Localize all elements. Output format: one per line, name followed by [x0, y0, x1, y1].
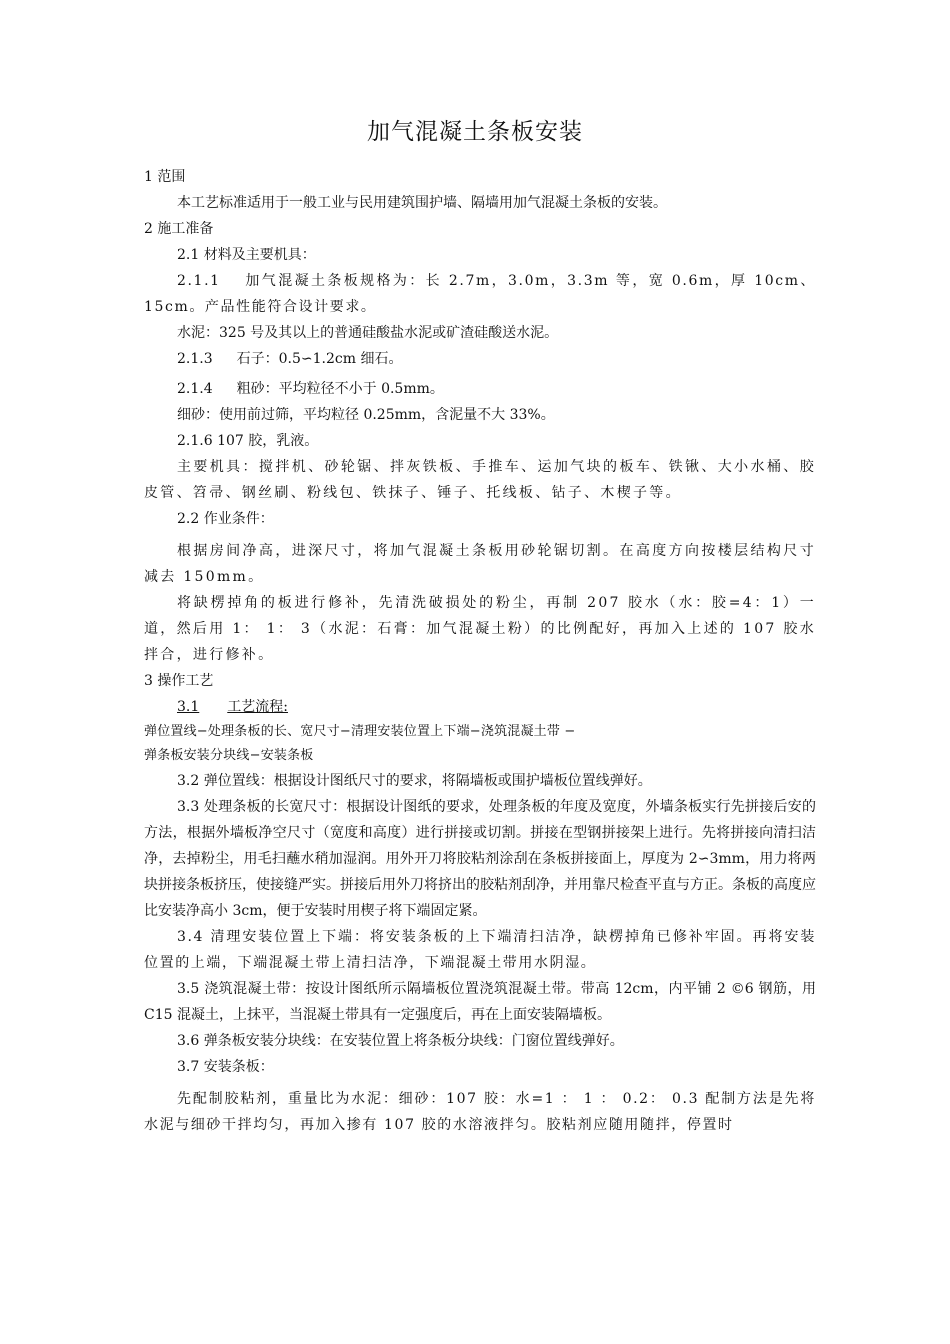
item-3-2: 3.2 弹位置线：根据设计图纸尺寸的要求，将隔墙板或围护墙板位置线弹好。: [177, 773, 652, 789]
section-1-text: 本工艺标准适用于一般工业与民用建筑围护墙、隔墙用加气混凝土条板的安装。: [177, 195, 667, 211]
item-2-1-5: 细砂：使用前过筛，平均粒径 0.25mm，含泥量不大 33%。: [177, 407, 555, 423]
item-3-5: 3.5 浇筑混凝土带：按设计图纸所示隔墙板位置浇筑混凝土带。带高 12cm，内平铺 2 ©6 钢筋，用 C15 混凝土，上抹平，当混凝土带具有一定强度后，再在上面安装隔墙板。: [144, 981, 816, 1023]
section-2-1-heading: 2.1 材料及主要机具：: [177, 247, 316, 263]
item-2-1-3-number: 2.1.3: [177, 351, 213, 367]
item-3-3: 3.3 处理条板的长宽尺寸：根据设计图纸的要求，处理条板的年度及宽度，外墙条板实行先拼接后安的方法，根据外墙板净空尺寸（宽度和高度）进行拼接或切割。拼接在型钢拼接架上进行。先将拼接向清扫洁净，去掉粉尘，用毛扫蘸水稍加湿润。用外开刀将胶粘剂涂刮在条板拼接面上，厚度为 2∽3mm，用力将两块拼接条板挤压，使接缝严实。拼接后用外刀将挤出的胶粘剂刮净，并用靠尺检查平直与方正。条板的高度应比安装净高小 3cm，便于安装时用楔子将下端固定紧。: [144, 799, 816, 919]
document-body: [144, 164, 816, 1138]
item-3-7: 3.7 安装条板：: [177, 1059, 274, 1075]
item-2-1-3: [144, 346, 816, 372]
section-3-heading: 3 操作工艺: [144, 673, 214, 689]
section-2-heading: 2 施工准备: [144, 221, 214, 237]
section-2-2-heading: 2.2 作业条件：: [177, 511, 274, 527]
section-1-heading: 1 范围: [144, 169, 186, 185]
process-flow-line-1: 弹位置线−处理条板的长、宽尺寸−清理安装位置上下端−浇筑混凝土带 −: [144, 724, 576, 739]
item-2-2-para-2: 将缺楞掉角的板进行修补，先清洗破损处的粉尘，再制 207 胶水（水：胶=4：1）一道，然后用 1： 1： 3（水泥：石膏：加气混凝土粉）的比例配好，再加入上述的 107 胶水拌合，进行修补。: [144, 595, 816, 663]
section-3-1-heading: [144, 694, 816, 720]
item-2-1-2: 水泥：325 号及其以上的普通硅酸盐水泥或矿渣硅酸送水泥。: [177, 325, 559, 341]
item-2-1-4: [144, 376, 816, 402]
section-3-1-title: 工艺流程:: [227, 699, 288, 715]
item-3-6: 3.6 弹条板安装分块线：在安装位置上将条板分块线：门窗位置线弹好。: [177, 1033, 624, 1049]
item-2-1-1: [144, 268, 816, 320]
item-2-2-para-1: 根据房间净高，进深尺寸，将加气混凝土条板用砂轮锯切割。在高度方向按楼层结构尺寸减去 150mm。: [144, 543, 816, 585]
item-2-1-3-text: 石子：0.5∽1.2cm 细石。: [236, 351, 403, 367]
item-2-1-6: 2.1.6 107 胶，乳液。: [177, 433, 319, 449]
section-3-1-number: 3.1: [177, 699, 200, 715]
item-3-4: 3.4 清理安装位置上下端：将安装条板的上下端清扫洁净，缺楞掉角已修补牢固。再将安装位置的上端，下端混凝土带上清扫洁净，下端混凝土带用水阴湿。: [144, 929, 816, 971]
item-2-1-4-number: 2.1.4: [177, 381, 213, 397]
process-flow-line-2: 弹条板安装分块线−安装条板: [144, 748, 314, 763]
item-2-1-1-text: 加气混凝土条板规格为：长 2.7m，3.0m，3.3m 等，宽 0.6m，厚 10cm、15cm。产品性能符合设计要求。: [144, 273, 816, 315]
item-2-1-tools: 主要机具：搅拌机、砂轮锯、拌灰铁板、手推车、运加气块的板车、铁锹、大小水桶、胶皮管、笤帚、钢丝刷、粉线包、铁抹子、锤子、托线板、钻子、木楔子等。: [144, 459, 816, 501]
item-3-7-para-1: 先配制胶粘剂，重量比为水泥：细砂：107 胶：水=1 ： 1 ： 0.2： 0.3 配制方法是先将水泥与细砂干拌均匀，再加入掺有 107 胶的水溶液拌匀。胶粘剂应随用随拌，停置时: [144, 1091, 816, 1133]
item-2-1-1-number: 2.1.1: [177, 273, 221, 289]
item-2-1-4-text: 粗砂：平均粒径不小于 0.5mm。: [236, 381, 444, 397]
document-title: 加气混凝土条板安装: [367, 119, 583, 145]
